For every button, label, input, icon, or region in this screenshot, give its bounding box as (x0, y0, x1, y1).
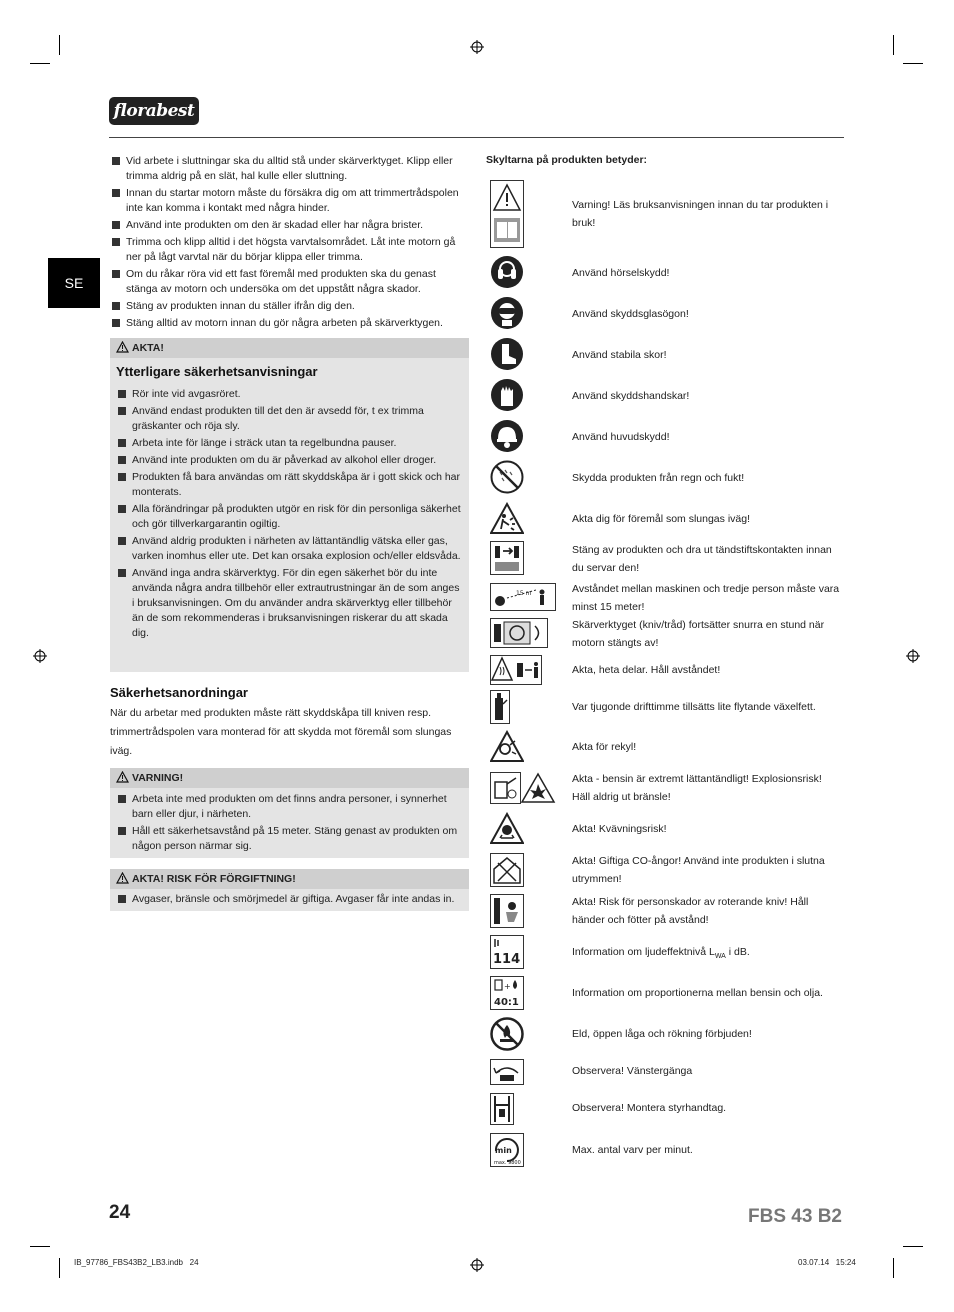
symbol-description: Information om proportionerna mellan bensin och olja. (572, 987, 823, 999)
list-item: Rör inte vid avgasröret. (116, 387, 463, 402)
spark-plug-icon (490, 541, 524, 575)
symbol-description: Akta för rekyl! (572, 741, 637, 753)
symbol-description: Max. antal varv per minut. (572, 1144, 693, 1156)
symbol-description: Skydda produkten från regn och fukt! (572, 472, 745, 484)
list-item: Avgaser, bränsle och smörjmedel är giftiga. Avgaser får inte andas in. (116, 892, 463, 907)
grease-tube-icon (490, 690, 510, 724)
crop-mark (893, 35, 894, 55)
symbol-description: Varning! Läs bruksanvisningen innan du tar produkten i bruk! (572, 199, 829, 229)
list-item: Stäng alltid av motorn innan du gör några arbeten på skärverktygen. (110, 316, 468, 331)
helmet-icon (490, 419, 524, 453)
suffocation-icon (490, 812, 524, 846)
list-item: Alla förändringar på produkten utgör en risk för din personliga säkerhet och gör tillverkargarantin ogiltig. (116, 502, 463, 532)
akta-list (116, 387, 463, 641)
svg-text:+: + (504, 982, 511, 991)
registration-mark-icon (470, 1258, 484, 1272)
svg-text:15 m: 15 m (516, 590, 532, 597)
symbol-description: Akta dig för föremål som slungas iväg! (572, 513, 750, 525)
crop-mark (903, 63, 923, 64)
language-tab: SE (48, 258, 100, 308)
warning-manual-icon (490, 180, 524, 248)
safety-devices-section (110, 685, 466, 761)
crop-mark (903, 1246, 923, 1247)
fuel-ratio-value: 40:1 (494, 997, 519, 1008)
poison-header (110, 869, 469, 889)
thrown-objects-icon (490, 502, 524, 536)
list-item: Använd inte produkten om den är skadad eller har några brister. (110, 218, 468, 233)
symbol-description: Var tjugonde drifttimme tillsätts lite flytande växelfett. (572, 701, 816, 713)
registration-mark-icon (33, 649, 47, 663)
safety-boots-icon (490, 337, 524, 371)
akta-header-label: AKTA! (132, 342, 164, 354)
rotating-blade-icon (490, 894, 524, 928)
symbol-description: Stäng av produkten och dra ut tändstiftskontakten innan du servar den! (572, 544, 832, 574)
akta-box (110, 338, 469, 672)
section-text: När du arbetar med produkten måste rätt skyddskåpa till kniven resp. trimmertrådspolen vara monterad för att skydda mot föremål som slungas iväg. (110, 707, 452, 757)
symbol-description: Akta - bensin är extremt lättantändligt! Explosionsrisk! Häll aldrig ut bränsle! (572, 773, 822, 803)
no-rain-icon (490, 460, 524, 494)
fuel-ratio-icon (490, 976, 524, 1010)
list-item: Använd inte produkten om du är påverkad av alkohol eller droger. (116, 453, 463, 468)
section-title: Ytterligare säkerhetsanvisningar (116, 364, 318, 379)
cutting-tool-icon (490, 618, 548, 648)
footer-date: 03.07.14 15:24 (798, 1258, 856, 1267)
co-fumes-icon (490, 853, 524, 887)
symbol-description: Eld, öppen låga och rökning förbjuden! (572, 1028, 752, 1040)
header-rule (109, 137, 844, 138)
list-item: Produkten få bara användas om rätt skyddskåpa är i gott skick och har monterats. (116, 470, 463, 500)
list-item: Vid arbete i sluttningar ska du alltid stå under skärverktyget. Klipp eller trimma aldrig på en slät, hal kulle eller sluttning. (110, 154, 468, 184)
sound-tail: i dB. (725, 946, 750, 958)
sound-power-value: 114 (493, 952, 521, 967)
list-item: Arbeta inte för länge i sträck utan ta regelbundna pauser. (116, 436, 463, 451)
symbol-description: Avståndet mellan maskinen och tredje person måste vara minst 15 meter! (572, 583, 840, 613)
page-number: 24 (109, 1202, 131, 1223)
symbol-description: Använd huvudskydd! (572, 431, 670, 443)
list-item: Trimma och klipp alltid i det högsta varvtalsområdet. Låt inte motorn gå ner på lågt varvtal när du börjar klippa eller trimma. (110, 235, 468, 265)
symbol-description: Observera! Vänstergänga (572, 1065, 693, 1077)
ear-protection-icon (490, 255, 524, 289)
symbol-description: Akta, heta delar. Håll avståndet! (572, 664, 721, 676)
symbol-description: Akta! Kvävningsrisk! (572, 823, 667, 835)
crop-mark (59, 1258, 60, 1278)
list-item: Använd aldrig produkten i närheten av lättantändlig vätska eller gas, varken inomhus eller ute. Det kan orsaka explosion och/eller eldsvåda. (116, 534, 463, 564)
symbol-description (572, 943, 842, 966)
symbol-description: Använd skyddshandskar! (572, 390, 690, 402)
list-item: Använd inga andra skärverktyg. För din egen säkerhet bör du inte använda några andra tillbehör eller extrautrustningar än de som anges i bruksanvisningen. Om du använder andra skärverktyg eller tillbehör än de som rekommenderas i bruksanvisningen riskerar du att skada dig. (116, 566, 463, 641)
fuel-explosion-icon (490, 772, 556, 804)
list-item: Arbeta inte med produkten om det finns andra personer, i synnerhet barn eller djur, i närheten. (116, 792, 463, 822)
symbol-description: Akta! Risk för personskador av roterande kniv! Håll händer och fötter på avstånd! (572, 896, 809, 926)
symbol-description: Observera! Montera styrhandtag. (572, 1102, 727, 1114)
no-fire-icon (490, 1017, 524, 1051)
warning-triangle-icon (116, 872, 129, 884)
hot-parts-icon (490, 655, 542, 685)
safety-goggles-icon (490, 296, 524, 330)
list-item: Om du råkar röra vid ett fast föremål med produkten ska du genast stänga av motorn och undersöka om det uppstått några skador. (110, 267, 468, 297)
symbol-description: Använd skyddsglasögon! (572, 308, 689, 320)
recoil-icon (490, 730, 524, 764)
handle-mount-icon (490, 1093, 514, 1125)
footer-file: IB_97786_FBS43B2_LB3.indb 24 (74, 1258, 199, 1267)
symbol-description: Använd hörselskydd! (572, 267, 670, 279)
crop-mark (893, 1258, 894, 1278)
varning-header-label: VARNING! (132, 772, 184, 784)
symbol-description: Använd stabila skor! (572, 349, 667, 361)
sound-power-icon (490, 935, 524, 969)
gloves-icon (490, 378, 524, 412)
crop-mark (30, 63, 50, 64)
registration-mark-icon (906, 649, 920, 663)
symbols-title: Skyltarna på produkten betyder: (486, 154, 648, 166)
rpm-unit: min (495, 1146, 512, 1155)
brand-logo: florabest (109, 97, 199, 125)
model-name: FBS 43 B2 (748, 1206, 842, 1227)
varning-box (110, 768, 469, 858)
list-item: Innan du startar motorn måste du försäkra dig om att trimmertrådspolen inte kan komma i kontakt med några hinder. (110, 186, 468, 216)
warning-triangle-icon (116, 771, 129, 783)
left-bullet-list (110, 154, 468, 333)
registration-mark-icon (470, 40, 484, 54)
varning-header (110, 768, 469, 788)
poison-header-label: AKTA! RISK FÖR FÖRGIFTNING! (132, 873, 296, 885)
sound-text: Information om ljudeffektnivå L (572, 946, 715, 958)
list-item: Stäng av produkten innan du ställer ifrån dig den. (110, 299, 468, 314)
crop-mark (30, 1246, 50, 1247)
rpm-max: max. 9800 (494, 1160, 521, 1166)
list-item: Håll ett säkerhetsavstånd på 15 meter. Stäng genast av produkten om någon person närmar sig. (116, 824, 463, 854)
symbol-description: Akta! Giftiga CO-ångor! Använd inte produkten i slutna utrymmen! (572, 855, 825, 885)
section-title: Säkerhetsanordningar (110, 685, 248, 700)
distance-15m-icon (490, 583, 556, 611)
list-item: Använd endast produkten till det den är avsedd för, t ex trimma gräskanter och röja sly. (116, 404, 463, 434)
poison-box (110, 869, 469, 911)
akta-header (110, 338, 469, 358)
warning-triangle-icon (116, 341, 129, 353)
sound-subscript: WA (714, 953, 726, 961)
crop-mark (59, 35, 60, 55)
symbol-description: Skärverktyget (kniv/tråd) fortsätter snurra en stund när motorn stängts av! (572, 619, 825, 649)
left-thread-icon (490, 1059, 524, 1085)
max-rpm-icon (490, 1133, 524, 1167)
